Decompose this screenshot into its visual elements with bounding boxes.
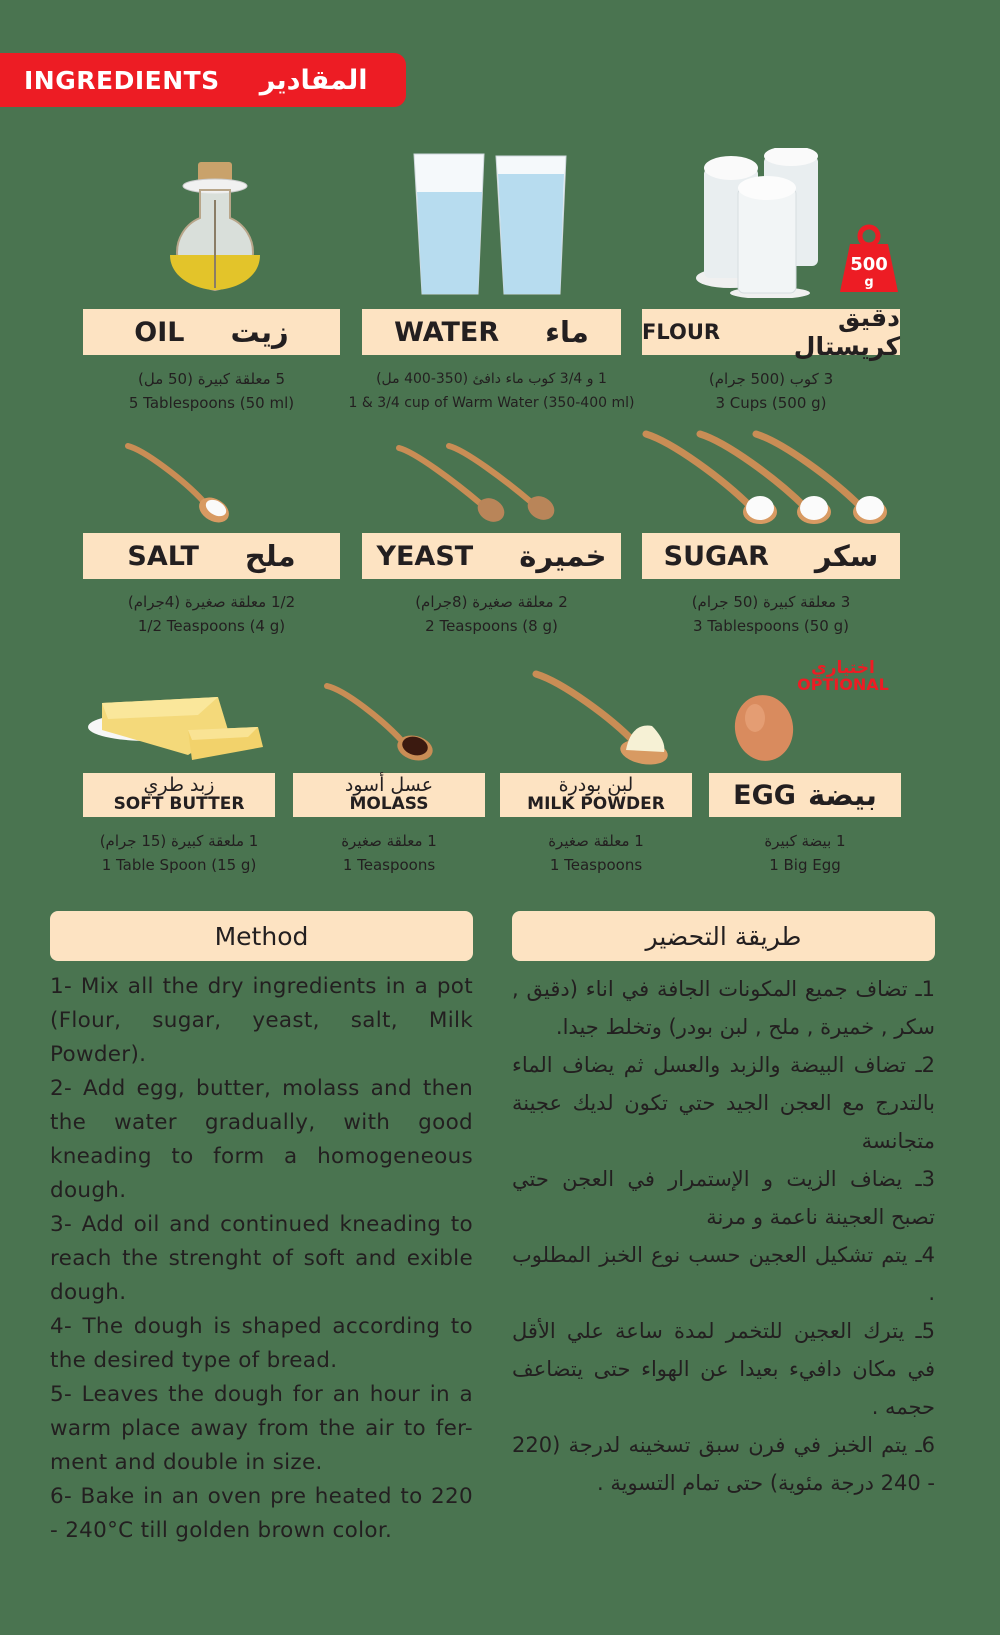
ingredient-qty-water: 1 و 3/4 كوب ماء دافئ (350-400 مل) 1 & 3/4 cup of Warm Water (350-400 ml)	[348, 371, 635, 411]
method-title-en: Method	[50, 911, 473, 961]
method-step-en: 5- Leaves the dough for an hour in a warm place away from the air to fer-ment and double in size.	[50, 1382, 473, 1475]
method-steps-en	[50, 970, 473, 1548]
spoons-yeast-icon	[395, 440, 565, 525]
ingredient-qty-butter: 1 ملعقة كبيرة (15 جرام) 1 Table Spoon (15 g)	[99, 832, 259, 874]
oil-flask-icon	[160, 160, 270, 295]
method-steps-ar	[512, 970, 935, 1502]
ingredient-label-sugar	[642, 533, 900, 579]
ingredient-name-en: FLOUR	[642, 320, 721, 344]
ingredient-name-en: EGG	[733, 779, 796, 811]
ingredient-name-en: SALT	[127, 540, 199, 572]
spoons-sugar-icon	[642, 428, 892, 528]
header-title-en: INGREDIENTS	[24, 65, 220, 95]
method-step-ar: 1ـ تضاف جميع المكونات الجافة في اناء (دقيق , سكر , خميرة , ملح , لبن بودر) وتخلط جيدا.	[512, 977, 935, 1039]
header-title-ar: المقادير	[259, 64, 368, 96]
ingredient-qty-salt: 1/2 معلقة صغيرة (4جرام) 1/2 Teaspoons (4 g)	[127, 593, 296, 635]
ingredient-qty-milk-powder: 1 معلقة صغيرة 1 Teaspoons	[548, 832, 644, 874]
ingredient-name-ar: زيت	[230, 315, 289, 349]
ingredient-name-ar: بيضة	[807, 778, 877, 812]
method-title-ar: طريقة التحضير	[512, 911, 935, 961]
method-step-ar: 4ـ يتم تشكيل العجين حسب نوع الخبز المطلوب .	[512, 1243, 935, 1305]
ingredient-qty-yeast: 2 معلقة صغيرة (8جرام) 2 Teaspoons (8 g)	[415, 593, 568, 635]
ingredient-name-ar: ماء	[545, 315, 589, 349]
ingredient-label-butter	[83, 773, 275, 817]
method-step-en: 1- Mix all the dry ingredients in a pot (Flour, sugar, yeast, salt, Milk Powder).	[50, 974, 473, 1067]
ingredient-qty-flour: 3 كوب (500 جرام) 3 Cups (500 g)	[708, 370, 834, 412]
svg-text:g: g	[864, 275, 874, 290]
ingredient-label-flour	[642, 303, 900, 361]
ingredient-name-en: WATER	[394, 316, 500, 348]
ingredient-qty-egg: 1 بيضة كبيرة 1 Big Egg	[764, 832, 846, 874]
ingredient-label-milk-powder	[500, 773, 692, 817]
method-step-ar: 6ـ يتم الخبز في فرن سبق تسخينه لدرجة (220 - 240 درجة مئوية) حتى تمام التسوية .	[512, 1433, 935, 1495]
ingredient-name-en: MOLASS	[349, 794, 429, 815]
weight-badge-icon	[840, 224, 898, 292]
ingredient-name-ar: خميرة	[519, 539, 607, 573]
method-step-en: 6- Bake in an oven pre heated to 220 - 240°C till golden brown color.	[50, 1484, 473, 1543]
ingredient-qty-sugar: 3 معلقة كبيرة (50 جرام) 3 Tablespoons (50 g)	[691, 593, 851, 635]
ingredient-name-en: SOFT BUTTER	[113, 794, 245, 815]
ingredient-label-egg	[709, 773, 901, 817]
ingredient-label-yeast	[362, 533, 621, 579]
ingredient-name-ar: لبن بودرة	[558, 774, 634, 797]
spoon-molass-icon	[323, 680, 435, 762]
ingredient-name-ar: ملح	[244, 539, 296, 573]
spoon-salt-icon	[124, 440, 234, 525]
ingredient-label-salt	[83, 533, 340, 579]
butter-icon	[88, 685, 268, 765]
ingredient-name-ar: سكر	[814, 539, 879, 573]
method-step-en: 3- Add oil and continued kneading to reach the strenght of soft and exible dough.	[50, 1212, 473, 1305]
ingredient-name-ar: دقيق كريستال	[793, 303, 900, 361]
ingredient-name-ar: زبد طري	[143, 774, 215, 797]
optional-badge: اختياري OPTIONAL	[797, 658, 889, 694]
ingredient-name-en: YEAST	[376, 540, 474, 572]
ingredients-header	[0, 53, 406, 107]
ingredient-name-en: SUGAR	[663, 540, 769, 572]
ingredient-label-molass	[293, 773, 485, 817]
ingredient-qty-molass: 1 معلقة صغيرة 1 Teaspoons	[341, 832, 437, 874]
flour-cups-icon	[690, 148, 840, 298]
ingredient-label-oil	[83, 309, 340, 355]
ingredient-qty-oil: 5 معلقة كبيرة (50 مل) 5 Tablespoons (50 ml)	[128, 370, 295, 412]
egg-icon	[733, 694, 795, 762]
ingredient-name-en: MILK POWDER	[527, 794, 665, 815]
ingredient-name-en: OIL	[134, 316, 185, 348]
method-step-en: 4- The dough is shaped according to the desired type of bread.	[50, 1314, 473, 1373]
spoon-milk-powder-icon	[532, 668, 672, 768]
water-glasses-icon	[412, 152, 572, 297]
method-step-ar: 5ـ يترك العجين للتخمر لمدة ساعة علي الأقل في مكان دافيء بعيدا عن الهواء حتى يتضاعف حجمه .	[512, 1319, 935, 1419]
method-step-ar: 3ـ يضاف الزيت و الإستمرار في العجن حتي تصبح العجينة ناعمة و مرنة	[512, 1167, 935, 1229]
svg-text:500: 500	[850, 254, 888, 275]
method-step-ar: 2ـ تضاف البيضة والزبد والعسل ثم يضاف الماء بالتدرج مع العجن الجيد حتي تكون لديك عجينة متجانسة	[512, 1053, 935, 1153]
method-step-en: 2- Add egg, butter, molass and then the water gradually, with good kneading to form a homogeneous dough.	[50, 1076, 473, 1203]
ingredient-label-water	[362, 309, 621, 355]
ingredient-name-ar: عسل أسود	[344, 774, 434, 797]
